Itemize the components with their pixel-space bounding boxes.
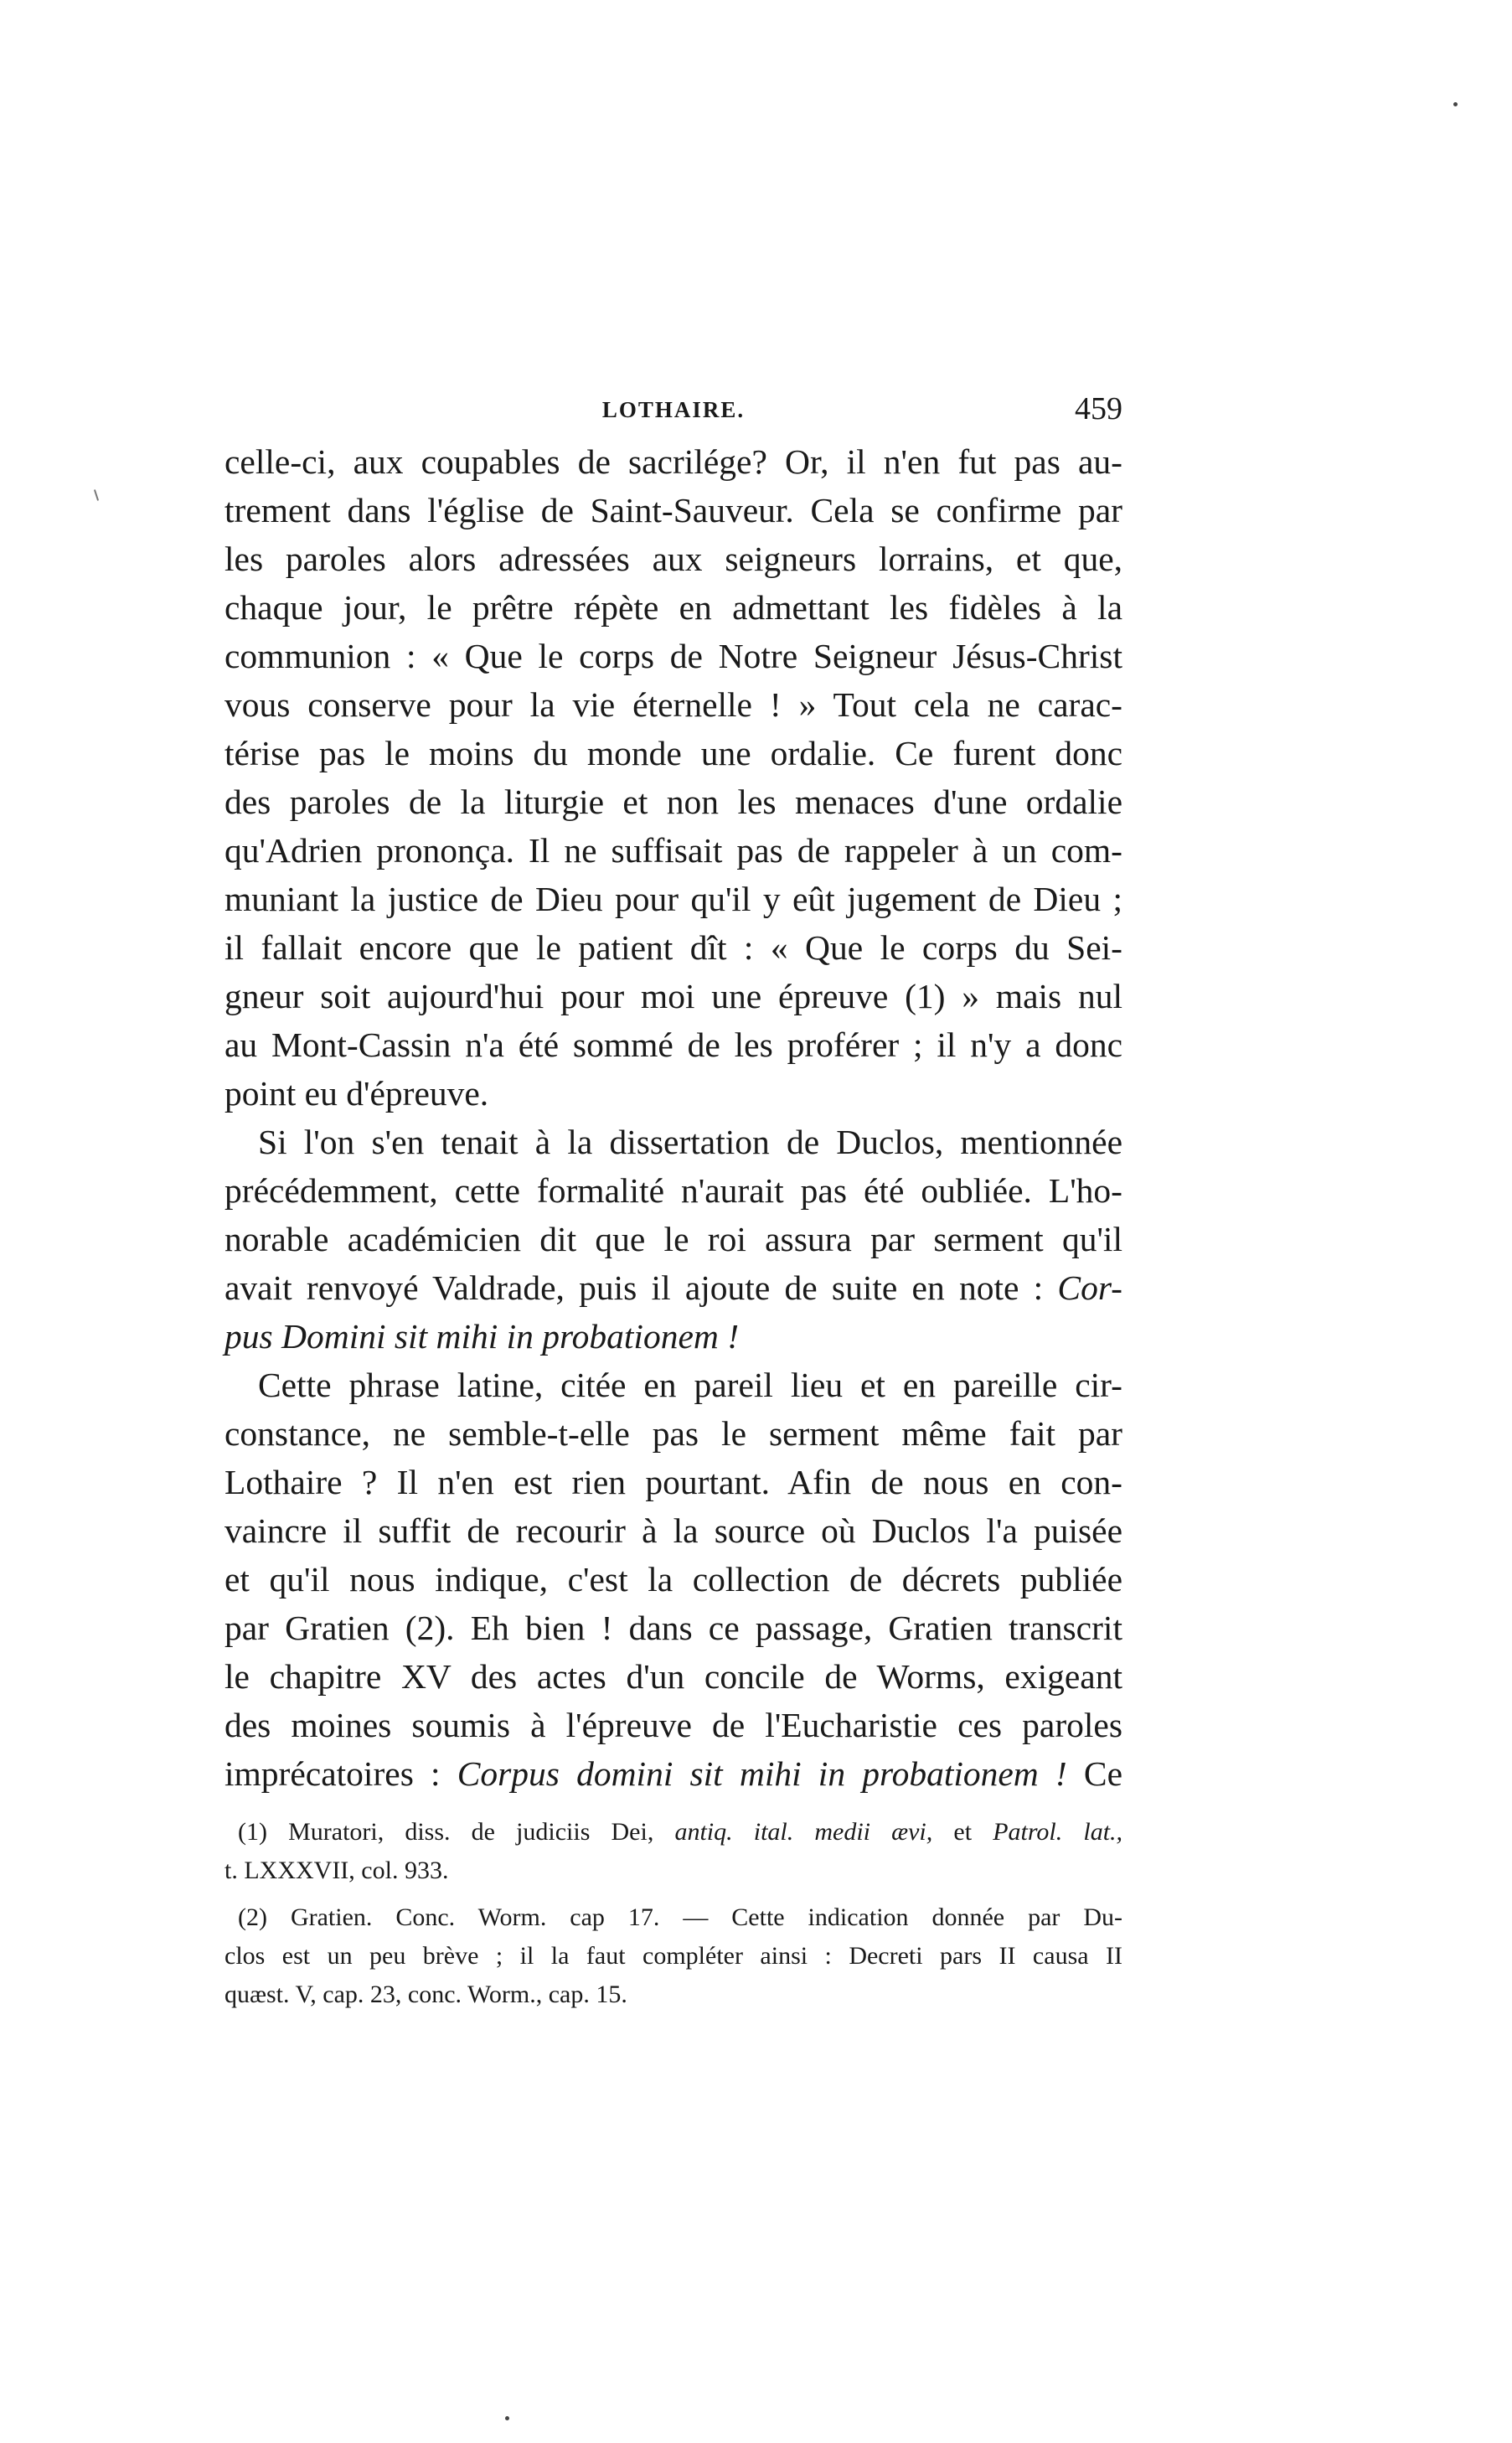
latin-quote: pus Domini sit mihi in probationem ! (224, 1317, 740, 1356)
text-line: muniant la justice de Dieu pour qu'il y eût jugement de Dieu ; (224, 880, 1122, 918)
footnote-italic: antiq. ital. medii ævi, (674, 1818, 933, 1846)
text-line (224, 1263, 1122, 1312)
text-line: térise pas le moins du monde une ordalie. Ce furent donc (224, 734, 1122, 772)
paper-speck (1453, 102, 1458, 106)
text-line: gneur soit aujourd'hui pour moi une épreuve (1) » mais nul (224, 977, 1122, 1015)
paper-speck (505, 2416, 509, 2420)
text-segment: avait renvoyé Valdrade, puis il ajoute de suite en note : (224, 1268, 1044, 1307)
text-line (224, 1312, 1122, 1361)
footnotes (224, 1813, 1122, 2014)
footnote-line: clos est un peu brève ; il la faut compléter ainsi : Decreti pars II causa II (224, 1942, 1122, 1970)
running-head: LOTHAIRE. (601, 397, 746, 422)
text-segment: Ce (1083, 1754, 1123, 1793)
text-line: des paroles de la liturgie et non les menaces d'une ordalie (224, 782, 1122, 821)
footnote-line: quæst. V, cap. 23, conc. Worm., cap. 15. (224, 1981, 627, 2008)
footnote-text: (1) Muratori, diss. de judiciis Dei, (238, 1818, 654, 1846)
text-line: il fallait encore que le patient dît : « Que le corps du Sei- (224, 928, 1122, 967)
text-line: et qu'il nous indique, c'est la collection de décrets publiée (224, 1560, 1122, 1599)
text-line: Lothaire ? Il n'en est rien pourtant. Afin de nous en con- (224, 1463, 1122, 1501)
text-line: au Mont-Cassin n'a été sommé de les proférer ; il n'y a donc (224, 1025, 1122, 1064)
footnote-italic: Patrol. lat., (993, 1818, 1123, 1846)
text-line: vaincre il suffit de recourir à la source où Duclos l'a puisée (224, 1511, 1122, 1550)
text-line: qu'Adrien prononça. Il ne suffisait pas de rappeler à un com- (224, 831, 1122, 870)
page-header (224, 390, 1122, 432)
text-line: trement dans l'église de Saint-Sauveur. Cela se confirme par (224, 491, 1122, 529)
text-line: norable académicien dit que le roi assura par serment qu'il (224, 1220, 1122, 1258)
text-line: communion : « Que le corps de Notre Seigneur Jésus-Christ (224, 637, 1122, 675)
footnote-text: et (953, 1818, 973, 1846)
paper-speck (94, 489, 99, 501)
latin-quote: Cor- (1057, 1268, 1122, 1307)
text-line: des moines soumis à l'épreuve de l'Eucharistie ces paroles (224, 1706, 1122, 1744)
text-line: celle-ci, aux coupables de sacrilége? Or, il n'en fut pas au- (224, 442, 1122, 481)
text-line: Si l'on s'en tenait à la dissertation de Duclos, mentionnée (258, 1123, 1122, 1161)
text-line: chaque jour, le prêtre répète en admettant les fidèles à la (224, 588, 1122, 627)
text-line: point eu d'épreuve. (224, 1074, 489, 1113)
text-line: par Gratien (2). Eh bien ! dans ce passage, Gratien transcrit (224, 1609, 1122, 1647)
text-segment: imprécatoires : (224, 1754, 441, 1793)
text-line: vous conserve pour la vie éternelle ! » Tout cela ne carac- (224, 685, 1122, 724)
page-number: 459 (1075, 391, 1122, 426)
text-line: Cette phrase latine, citée en pareil lieu et en pareille cir- (258, 1366, 1122, 1404)
body-text (224, 437, 1122, 1798)
footnote-line (224, 1813, 1122, 1852)
text-line (224, 1749, 1122, 1798)
footnote-line: (2) Gratien. Conc. Worm. cap 17. — Cette indication donnée par Du- (238, 1903, 1122, 1931)
text-line: le chapitre XV des actes d'un concile de Worms, exigeant (224, 1657, 1122, 1696)
latin-quote: Corpus domini sit mihi in probationem ! (457, 1754, 1067, 1793)
footnote-line: t. LXXXVII, col. 933. (224, 1857, 449, 1884)
text-line: constance, ne semble-t-elle pas le serment même fait par (224, 1414, 1122, 1453)
text-line: précédemment, cette formalité n'aurait pas été oubliée. L'ho- (224, 1171, 1122, 1210)
text-line: les paroles alors adressées aux seigneurs lorrains, et que, (224, 540, 1122, 578)
